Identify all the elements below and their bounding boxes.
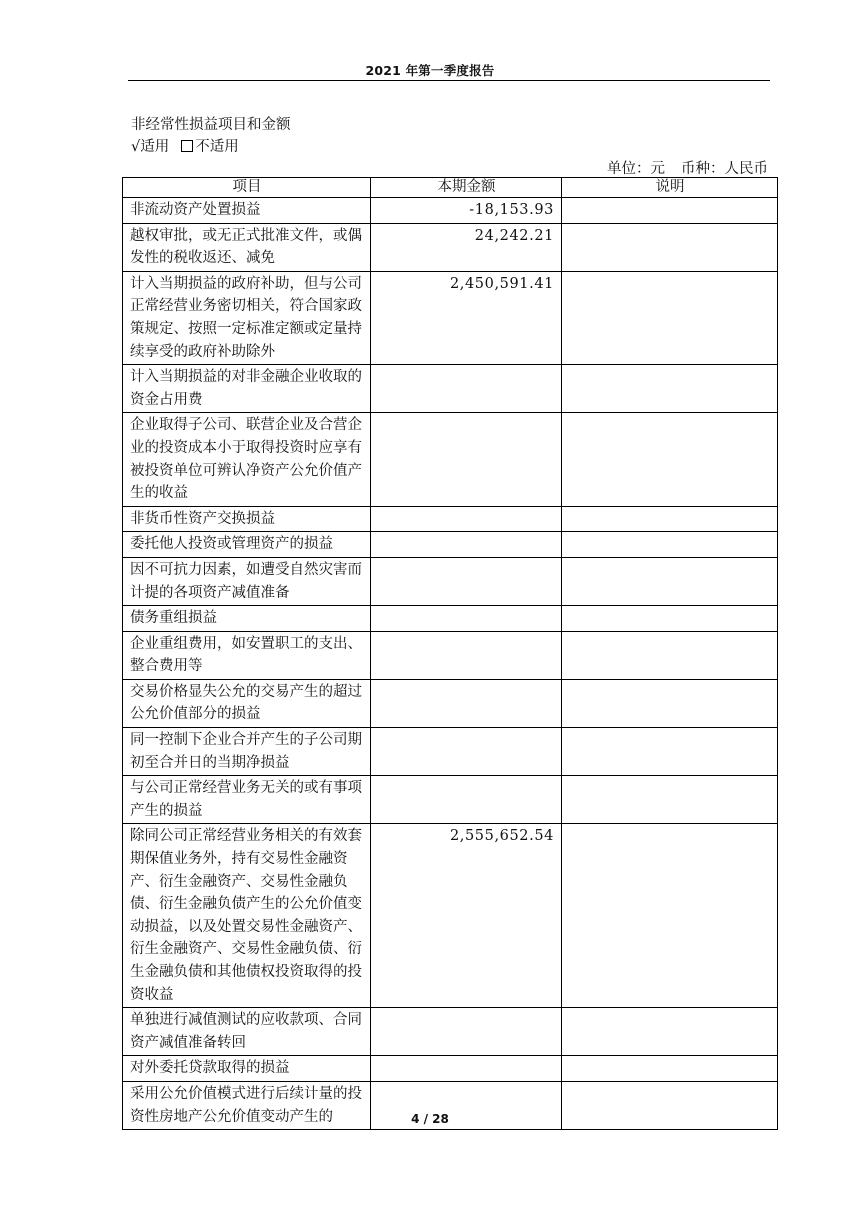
amount-cell bbox=[371, 532, 562, 558]
report-header-title: 2021 年第一季度报告 bbox=[365, 63, 495, 78]
not-applicable-label: 不适用 bbox=[195, 139, 239, 155]
note-cell bbox=[562, 679, 778, 727]
amount-cell bbox=[371, 776, 562, 824]
applicable-check-mark: √ bbox=[131, 139, 141, 155]
amount-cell: 2,450,591.41 bbox=[371, 271, 562, 364]
section-title: 非经常性损益项目和金额 bbox=[131, 117, 291, 133]
item-cell: 委托他人投资或管理资产的损益 bbox=[123, 532, 371, 558]
page-number: 4 / 28 bbox=[411, 1112, 449, 1126]
item-cell: 企业重组费用，如安置职工的支出、整合费用等 bbox=[123, 631, 371, 679]
item-cell: 企业取得子公司、联营企业及合营企业的投资成本小于取得投资时应享有被投资单位可辨认净资产公允价值产生的收益 bbox=[123, 413, 371, 506]
table-row bbox=[123, 631, 778, 679]
table-row bbox=[123, 1056, 778, 1082]
table-row bbox=[123, 557, 778, 605]
unit-label: 单位：元 bbox=[607, 161, 665, 177]
amount-cell bbox=[371, 413, 562, 506]
amount-cell bbox=[371, 631, 562, 679]
item-cell: 债务重组损益 bbox=[123, 606, 371, 632]
item-cell: 对外委托贷款取得的损益 bbox=[123, 1056, 371, 1082]
item-cell: 因不可抗力因素，如遭受自然灾害而计提的各项资产减值准备 bbox=[123, 557, 371, 605]
note-cell bbox=[562, 1008, 778, 1056]
note-cell bbox=[562, 198, 778, 224]
table-row bbox=[123, 413, 778, 506]
item-cell: 非货币性资产交换损益 bbox=[123, 506, 371, 532]
item-cell: 越权审批，或无正式批准文件，或偶发性的税收返还、减免 bbox=[123, 223, 371, 271]
unit-currency-line bbox=[607, 157, 768, 178]
note-cell bbox=[562, 532, 778, 558]
header-item: 项目 bbox=[123, 178, 371, 198]
amount-cell bbox=[371, 365, 562, 413]
table-row bbox=[123, 223, 778, 271]
note-cell bbox=[562, 1056, 778, 1082]
note-cell bbox=[562, 413, 778, 506]
note-cell bbox=[562, 728, 778, 776]
table-row bbox=[123, 679, 778, 727]
table-header-row bbox=[123, 178, 778, 198]
table-row bbox=[123, 1008, 778, 1056]
note-cell bbox=[562, 223, 778, 271]
amount-cell bbox=[371, 506, 562, 532]
amount-cell bbox=[371, 606, 562, 632]
amount-cell: -18,153.93 bbox=[371, 198, 562, 224]
table-row bbox=[123, 728, 778, 776]
item-cell: 单独进行减值测试的应收款项、合同资产减值准备转回 bbox=[123, 1008, 371, 1056]
note-cell bbox=[562, 631, 778, 679]
item-cell: 交易价格显失公允的交易产生的超过公允价值部分的损益 bbox=[123, 679, 371, 727]
currency-label: 币种：人民币 bbox=[681, 161, 768, 177]
amount-cell bbox=[371, 1008, 562, 1056]
amount-cell bbox=[371, 728, 562, 776]
item-cell: 计入当期损益的政府补助，但与公司正常经营业务密切相关，符合国家政策规定、按照一定标准定额或定量持续享受的政府补助除外 bbox=[123, 271, 371, 364]
note-cell bbox=[562, 365, 778, 413]
item-cell: 与公司正常经营业务无关的或有事项产生的损益 bbox=[123, 776, 371, 824]
note-cell bbox=[562, 506, 778, 532]
amount-cell bbox=[371, 557, 562, 605]
amount-cell: 24,242.21 bbox=[371, 223, 562, 271]
table-row bbox=[123, 824, 778, 1008]
table-row bbox=[123, 776, 778, 824]
table-row bbox=[123, 532, 778, 558]
item-cell: 计入当期损益的对非金融企业收取的资金占用费 bbox=[123, 365, 371, 413]
note-cell bbox=[562, 606, 778, 632]
item-cell: 采用公允价值模式进行后续计量的投资性房地产公允价值变动产生的 bbox=[123, 1081, 371, 1129]
amount-cell bbox=[371, 1056, 562, 1082]
applicable-label: 适用 bbox=[140, 139, 170, 155]
note-cell bbox=[562, 776, 778, 824]
item-cell: 非流动资产处置损益 bbox=[123, 198, 371, 224]
header-amount: 本期金额 bbox=[371, 178, 562, 198]
table-row bbox=[123, 606, 778, 632]
not-applicable-checkbox-icon bbox=[181, 140, 193, 152]
amount-cell bbox=[371, 679, 562, 727]
header-divider bbox=[128, 80, 770, 81]
note-cell bbox=[562, 557, 778, 605]
note-cell bbox=[562, 824, 778, 1008]
item-cell: 除同公司正常经营业务相关的有效套期保值业务外，持有交易性金融资产、衍生金融资产、交易性金融负债、衍生金融负债产生的公允价值变动损益，以及处置交易性金融资产、衍生金融资产、交易性金融负债、衍生金融负债和其他债权投资取得的投资收益 bbox=[123, 824, 371, 1008]
non-recurring-items-table bbox=[122, 177, 778, 1130]
table-row bbox=[123, 271, 778, 364]
item-cell: 同一控制下企业合并产生的子公司期初至合并日的当期净损益 bbox=[123, 728, 371, 776]
header-note: 说明 bbox=[562, 178, 778, 198]
table-row bbox=[123, 506, 778, 532]
table-row bbox=[123, 198, 778, 224]
applicability-line bbox=[131, 135, 239, 156]
amount-cell: 2,555,652.54 bbox=[371, 824, 562, 1008]
table-row bbox=[123, 365, 778, 413]
note-cell bbox=[562, 271, 778, 364]
